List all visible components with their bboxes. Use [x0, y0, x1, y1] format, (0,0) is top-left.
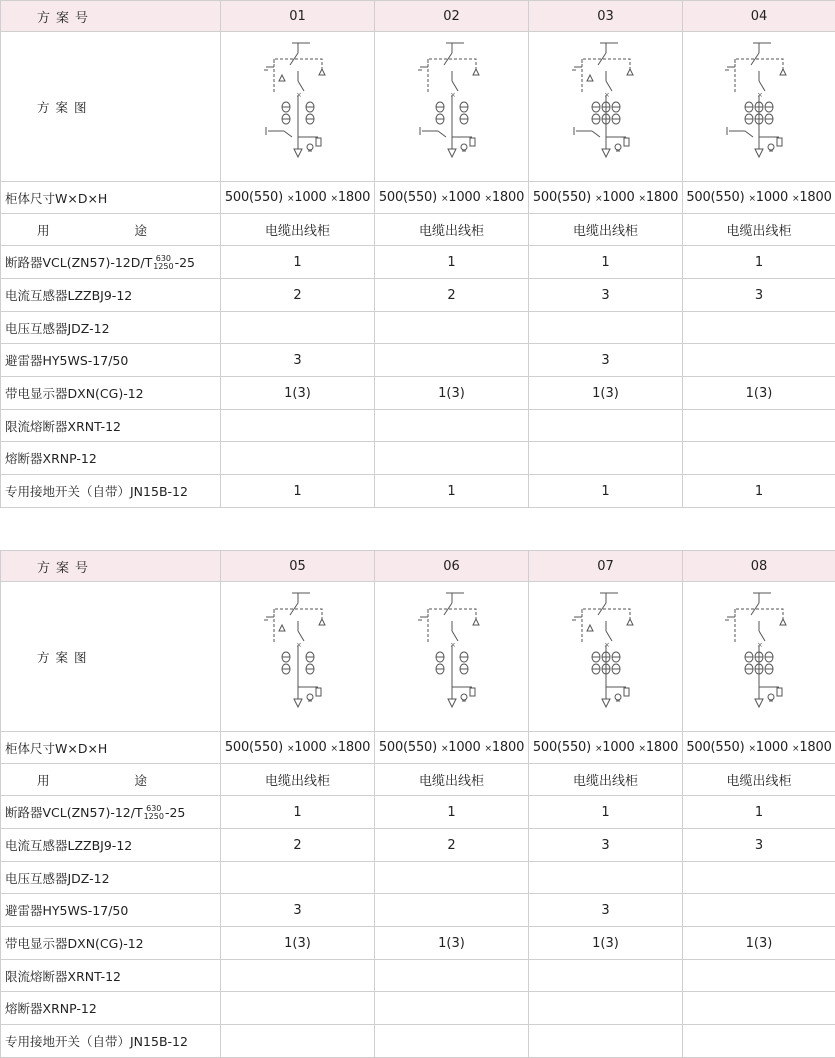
size-value: 500(550) ×1000 ×1800	[529, 732, 683, 764]
indicator-lamp	[461, 144, 467, 150]
earth-switch-value: 1	[221, 475, 375, 508]
size-value: 500(550) ×1000 ×1800	[375, 732, 529, 764]
breaker-value: 1	[221, 246, 375, 279]
breaker-value: 1	[375, 796, 529, 829]
earth-switch-blade	[592, 131, 600, 137]
single-line-diagram	[402, 587, 502, 727]
arrester-value	[375, 894, 529, 927]
arrester-triangle	[587, 625, 593, 631]
size-label: 柜体尺寸W×D×H	[1, 182, 221, 214]
breaker-blade	[606, 81, 612, 91]
single-line-diagram	[709, 37, 809, 177]
header-row	[1, 551, 835, 582]
breaker-blade	[452, 81, 458, 91]
use-value: 电缆出线柜	[221, 764, 375, 796]
fuse-value	[683, 442, 835, 475]
vt-value	[529, 312, 683, 344]
earth-switch-value	[683, 1025, 835, 1058]
breaker-value: 1	[221, 796, 375, 829]
indicator-lamp	[615, 144, 621, 150]
fuse-value	[221, 992, 375, 1025]
earth-switch-value: 1	[529, 475, 683, 508]
breaker-blade	[452, 631, 458, 641]
breaker-value: 1	[529, 796, 683, 829]
earth-switch-value	[529, 1025, 683, 1058]
scheme-no: 04	[683, 1, 835, 32]
outgoing-arrow	[602, 149, 610, 157]
breaker-cross: ×	[604, 91, 610, 99]
indicator-box	[624, 138, 629, 146]
indicator-lamp	[461, 694, 467, 700]
single-line-diagram	[248, 587, 348, 727]
outgoing-arrow	[602, 699, 610, 707]
indicator-label: 带电显示器DXN(CG)-12	[1, 927, 221, 960]
indicator-triangle	[780, 69, 786, 75]
outgoing-arrow	[448, 699, 456, 707]
outgoing-arrow	[755, 149, 763, 157]
diagram-cell	[221, 32, 375, 182]
header-row	[1, 1, 835, 32]
size-value: 500(550) ×1000 ×1800	[375, 182, 529, 214]
fuse-limit-label: 限流熔断器XRNT-12	[1, 960, 221, 992]
ct-label: 电流互感器LZZBJ9-12	[1, 829, 221, 862]
scheme-no: 08	[683, 551, 835, 582]
earth-switch-blade	[284, 131, 292, 137]
arrester-label: 避雷器HY5WS-17/50	[1, 344, 221, 377]
fuse-limit-value	[221, 960, 375, 992]
indicator-value: 1(3)	[529, 927, 683, 960]
indicator-box	[470, 688, 475, 696]
earth-switch-value: 1	[375, 475, 529, 508]
ct-row	[1, 829, 835, 862]
indicator-row	[1, 377, 835, 410]
arrester-value: 3	[529, 894, 683, 927]
breaker-label: 断路器VCL(ZN57)-12D/T 630 1250 -25	[1, 246, 221, 279]
use-label: 用 途	[1, 764, 221, 796]
single-line-diagram	[248, 37, 348, 177]
diagram-group	[264, 43, 325, 157]
breaker-cross: ×	[450, 91, 456, 99]
fuse-limit-label: 限流熔断器XRNT-12	[1, 410, 221, 442]
diagram-cell	[221, 582, 375, 732]
ct-value: 2	[221, 279, 375, 312]
fuse-value	[221, 442, 375, 475]
indicator-triangle	[627, 69, 633, 75]
diagram-group	[418, 43, 479, 157]
scheme-no: 03	[529, 1, 683, 32]
breaker-blade	[606, 631, 612, 641]
breaker-cross: ×	[296, 641, 302, 649]
diagram-cell	[683, 32, 835, 182]
size-value: 500(550) ×1000 ×1800	[529, 182, 683, 214]
ct-value: 3	[529, 829, 683, 862]
indicator-lamp	[768, 144, 774, 150]
earth-switch-label: 专用接地开关（自带）JN15B-12	[1, 1025, 221, 1058]
ct-row	[1, 279, 835, 312]
scheme-no-label: 方案号	[1, 1, 221, 32]
arrester-value: 3	[529, 344, 683, 377]
breaker-value: 1	[683, 796, 835, 829]
diagram-group	[725, 593, 786, 707]
use-value: 电缆出线柜	[375, 214, 529, 246]
arrester-value	[683, 894, 835, 927]
fuse-label: 熔断器XRNP-12	[1, 442, 221, 475]
breaker-label: 断路器VCL(ZN57)-12/T 630 1250 -25	[1, 796, 221, 829]
diagram-group	[572, 593, 633, 707]
arrester-row	[1, 894, 835, 927]
single-line-diagram	[556, 37, 656, 177]
arrester-label: 避雷器HY5WS-17/50	[1, 894, 221, 927]
scheme-no: 02	[375, 1, 529, 32]
indicator-box	[777, 688, 782, 696]
scheme-diagram-label: 方案图	[1, 582, 221, 732]
indicator-triangle	[627, 619, 633, 625]
scheme-diagram-label: 方案图	[1, 32, 221, 182]
indicator-lamp	[615, 694, 621, 700]
scheme-table-1	[0, 0, 835, 508]
arrester-triangle	[279, 75, 285, 81]
use-label: 用 途	[1, 214, 221, 246]
fuse-value	[529, 442, 683, 475]
scheme-no-label: 方案号	[1, 551, 221, 582]
use-value: 电缆出线柜	[529, 764, 683, 796]
earth-switch-blade	[745, 131, 753, 137]
diagram-row	[1, 582, 835, 732]
indicator-value: 1(3)	[529, 377, 683, 410]
use-value: 电缆出线柜	[683, 214, 835, 246]
breaker-cross: ×	[757, 91, 763, 99]
arrester-value	[683, 344, 835, 377]
indicator-triangle	[319, 69, 325, 75]
indicator-value: 1(3)	[221, 377, 375, 410]
fuse-label: 熔断器XRNP-12	[1, 992, 221, 1025]
vt-value	[221, 312, 375, 344]
outgoing-arrow	[294, 149, 302, 157]
breaker-cross: ×	[757, 641, 763, 649]
fuse-limit-value	[221, 410, 375, 442]
outgoing-arrow	[294, 699, 302, 707]
indicator-lamp	[768, 694, 774, 700]
breaker-cross: ×	[450, 641, 456, 649]
vt-value	[683, 312, 835, 344]
size-row	[1, 182, 835, 214]
earth-switch-row	[1, 1025, 835, 1058]
breaker-blade	[298, 631, 304, 641]
size-value: 500(550) ×1000 ×1800	[683, 182, 835, 214]
use-value: 电缆出线柜	[683, 764, 835, 796]
use-row	[1, 764, 835, 796]
scheme-no: 07	[529, 551, 683, 582]
indicator-triangle	[473, 619, 479, 625]
outgoing-arrow	[755, 699, 763, 707]
fuse-row	[1, 442, 835, 475]
scheme-no: 01	[221, 1, 375, 32]
arrester-row	[1, 344, 835, 377]
diagram-cell	[683, 582, 835, 732]
breaker-cross: ×	[296, 91, 302, 99]
outgoing-arrow	[448, 149, 456, 157]
fuse-limit-value	[683, 960, 835, 992]
use-value: 电缆出线柜	[529, 214, 683, 246]
earth-switch-value	[375, 1025, 529, 1058]
indicator-box	[316, 688, 321, 696]
fuse-limit-value	[529, 960, 683, 992]
breaker-row	[1, 246, 835, 279]
fuse-limit-value	[375, 960, 529, 992]
indicator-lamp	[307, 694, 313, 700]
vt-value	[375, 862, 529, 894]
fuse-value	[375, 442, 529, 475]
indicator-triangle	[319, 619, 325, 625]
fuse-limit-row	[1, 960, 835, 992]
vt-value	[529, 862, 683, 894]
scheme-no: 05	[221, 551, 375, 582]
fuse-limit-row	[1, 410, 835, 442]
scheme-no: 06	[375, 551, 529, 582]
use-row	[1, 214, 835, 246]
size-value: 500(550) ×1000 ×1800	[221, 182, 375, 214]
earth-switch-row	[1, 475, 835, 508]
diagram-cell	[375, 32, 529, 182]
vt-label: 电压互感器JDZ-12	[1, 862, 221, 894]
diagram-cell	[529, 32, 683, 182]
indicator-value: 1(3)	[221, 927, 375, 960]
diagram-group	[264, 593, 325, 707]
ct-value: 3	[683, 829, 835, 862]
breaker-blade	[759, 631, 765, 641]
indicator-row	[1, 927, 835, 960]
indicator-value: 1(3)	[375, 377, 529, 410]
fuse-value	[375, 992, 529, 1025]
diagram-group	[418, 593, 479, 707]
vt-value	[221, 862, 375, 894]
vt-label: 电压互感器JDZ-12	[1, 312, 221, 344]
scheme-table-2	[0, 550, 835, 1058]
arrester-value: 3	[221, 894, 375, 927]
indicator-box	[316, 138, 321, 146]
indicator-triangle	[473, 69, 479, 75]
breaker-blade	[298, 81, 304, 91]
earth-switch-blade	[438, 131, 446, 137]
indicator-value: 1(3)	[683, 927, 835, 960]
ct-value: 2	[375, 829, 529, 862]
ct-value: 3	[529, 279, 683, 312]
indicator-lamp	[307, 144, 313, 150]
vt-value	[683, 862, 835, 894]
indicator-box	[624, 688, 629, 696]
size-value: 500(550) ×1000 ×1800	[683, 732, 835, 764]
diagram-cell	[375, 582, 529, 732]
breaker-row	[1, 796, 835, 829]
vt-row	[1, 312, 835, 344]
arrester-triangle	[587, 75, 593, 81]
diagram-cell	[529, 582, 683, 732]
size-label: 柜体尺寸W×D×H	[1, 732, 221, 764]
fuse-limit-value	[529, 410, 683, 442]
ct-value: 2	[221, 829, 375, 862]
ct-value: 2	[375, 279, 529, 312]
arrester-triangle	[279, 625, 285, 631]
breaker-cross: ×	[604, 641, 610, 649]
use-value: 电缆出线柜	[375, 764, 529, 796]
vt-row	[1, 862, 835, 894]
fuse-value	[529, 992, 683, 1025]
indicator-value: 1(3)	[375, 927, 529, 960]
arrester-value: 3	[221, 344, 375, 377]
ct-label: 电流互感器LZZBJ9-12	[1, 279, 221, 312]
earth-switch-value: 1	[683, 475, 835, 508]
use-value: 电缆出线柜	[221, 214, 375, 246]
vt-value	[375, 312, 529, 344]
fuse-row	[1, 992, 835, 1025]
breaker-blade	[759, 81, 765, 91]
arrester-value	[375, 344, 529, 377]
ct-value: 3	[683, 279, 835, 312]
earth-switch-label: 专用接地开关（自带）JN15B-12	[1, 475, 221, 508]
indicator-triangle	[780, 619, 786, 625]
earth-switch-value	[221, 1025, 375, 1058]
diagram-group	[572, 43, 633, 157]
single-line-diagram	[556, 587, 656, 727]
fuse-limit-value	[375, 410, 529, 442]
indicator-box	[470, 138, 475, 146]
single-line-diagram	[709, 587, 809, 727]
size-value: 500(550) ×1000 ×1800	[221, 732, 375, 764]
fuse-value	[683, 992, 835, 1025]
indicator-box	[777, 138, 782, 146]
breaker-value: 1	[529, 246, 683, 279]
fuse-limit-value	[683, 410, 835, 442]
breaker-value: 1	[683, 246, 835, 279]
indicator-value: 1(3)	[683, 377, 835, 410]
size-row	[1, 732, 835, 764]
diagram-group	[725, 43, 786, 157]
breaker-value: 1	[375, 246, 529, 279]
single-line-diagram	[402, 37, 502, 177]
diagram-row	[1, 32, 835, 182]
indicator-label: 带电显示器DXN(CG)-12	[1, 377, 221, 410]
